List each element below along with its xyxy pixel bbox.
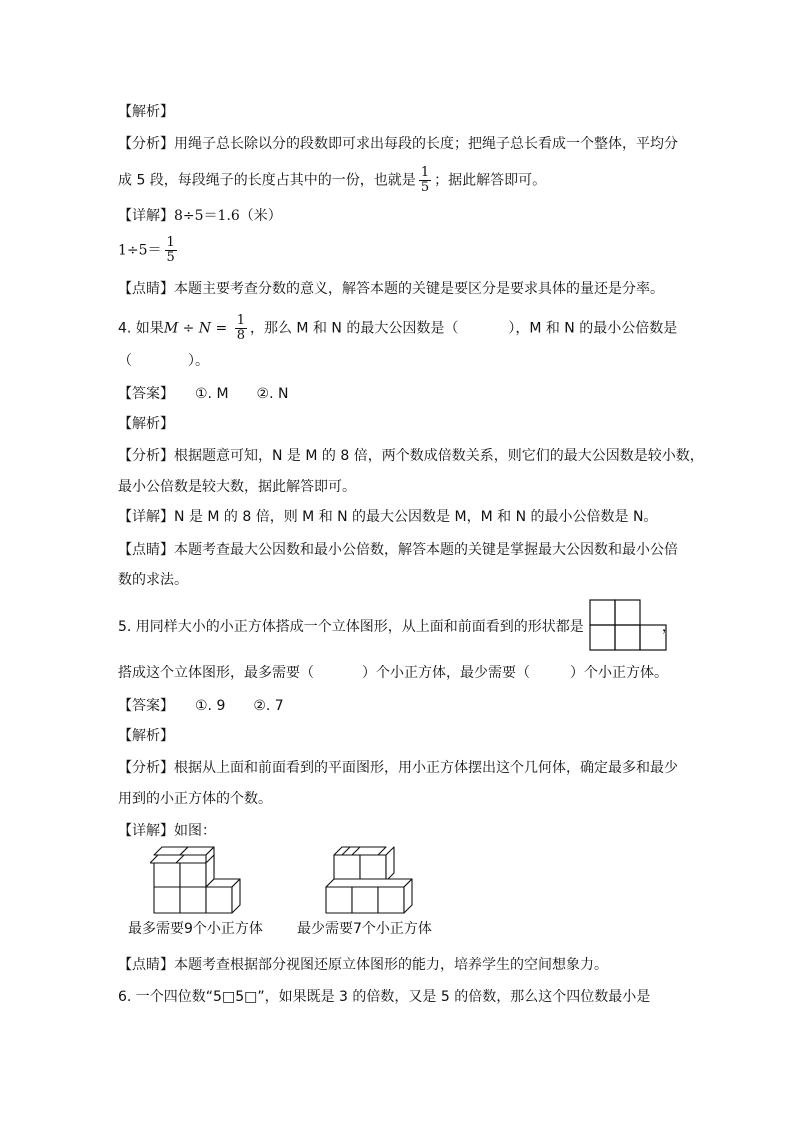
q4-analysis-line2: 最小公倍数是较大数，据此解答即可。: [118, 479, 356, 495]
fraction-denominator: 8: [236, 328, 245, 343]
q4-fraction: [235, 314, 247, 343]
q5-detail: 【详解】如图：: [118, 823, 216, 839]
caption-max-cubes: 最多需要9个小正方体: [128, 921, 263, 937]
q5-question-part3: ）个小正方体。: [570, 665, 668, 681]
max-cubes-figure: [150, 845, 242, 915]
q6-question-line1: 6. 一个四位数“5□5□”，如果既是 3 的倍数，又是 5 的倍数，那么这个四位数最小是: [118, 989, 651, 1005]
q5-answer: 【答案】 ①. 9 ②. 7: [118, 698, 284, 714]
q3-detail-expression: 1÷5＝: [118, 242, 162, 259]
q3-detail-line2: [118, 236, 180, 265]
q3-jiexi-heading: 【解析】: [118, 104, 174, 120]
q3-comment: 【点睛】本题主要考查分数的意义，解答本题的关键是要区分是要求具体的量还是分率。: [118, 281, 664, 297]
q4-question-line2: （ ）。: [118, 353, 209, 369]
equals-sign: =: [211, 320, 232, 337]
q4-answer: 【答案】 ①. M ②. N: [118, 386, 289, 402]
variable-n: N: [198, 320, 212, 337]
q5-analysis-line2: 用到的小正方体的个数。: [118, 791, 272, 807]
q4-question-line1: [118, 314, 677, 343]
division-sign: ÷: [178, 320, 199, 337]
q5-question-line2: [118, 663, 668, 683]
q4-question-middle: ，那么 M 和 N 的最大公因数是（: [249, 320, 459, 337]
top-front-view-diagram: [589, 599, 669, 653]
q4-comment-line2: 数的求法。: [118, 572, 188, 588]
q4-analysis-line1: 【分析】根据题意可知，N 是 M 的 8 倍，两个数成倍数关系，则它们的最大公因数是较小数，: [118, 448, 704, 464]
caption-min-cubes: 最少需要7个小正方体: [297, 921, 432, 937]
fraction-numerator: 1: [236, 313, 245, 328]
q3-analysis-line2: [118, 166, 546, 195]
min-cubes-figure: [324, 845, 416, 915]
q5-question-text: 5. 用同样大小的小正方体搭成一个立体图形，从上面和前面看到的形状都是: [118, 619, 584, 635]
fraction-denominator: 5: [420, 180, 430, 195]
q3-analysis-fraction: [419, 166, 431, 195]
q3-analysis-text-end: ；据此解答即可。: [434, 172, 547, 189]
fraction-denominator: 5: [166, 250, 175, 265]
fraction-numerator: 1: [420, 165, 430, 180]
q5-question-part1: 搭成这个立体图形，最多需要（: [118, 665, 314, 681]
fraction-numerator: 1: [166, 235, 175, 250]
q4-question-prefix: 4. 如果: [118, 320, 164, 337]
q5-question-part2: ）个小正方体，最少需要（: [362, 665, 530, 681]
q4-question-middle2: ），M 和 N 的最小公倍数是: [508, 320, 678, 337]
q3-detail-line1: 【详解】8÷5＝1.6（米）: [118, 208, 282, 224]
q5-comment: 【点睛】本题考查根据部分视图还原立体图形的能力，培养学生的空间想象力。: [118, 957, 608, 973]
q3-detail-fraction: [165, 236, 177, 265]
q3-analysis-line1: 【分析】用绳子总长除以分的段数即可求出每段的长度；把绳子总长看成一个整体，平均分: [118, 136, 678, 152]
q5-question-tail: ，: [661, 619, 676, 635]
q4-comment-line1: 【点睛】本题考查最大公因数和最小公倍数，解答本题的关键是掌握最大公因数和最小公倍: [118, 542, 678, 558]
q4-detail: 【详解】N 是 M 的 8 倍，则 M 和 N 的最大公因数是 M，M 和 N 的最小公倍数是 N。: [118, 509, 658, 525]
q3-analysis-text: 成 5 段，每段绳子的长度占其中的一份，也就是: [118, 172, 416, 189]
q4-jiexi-heading: 【解析】: [118, 416, 174, 432]
variable-m: M: [163, 320, 179, 337]
q5-analysis-line1: 【分析】根据从上面和前面看到的平面图形，用小正方体摆出这个几何体，确定最多和最少: [118, 760, 678, 776]
q5-jiexi-heading: 【解析】: [118, 728, 174, 744]
